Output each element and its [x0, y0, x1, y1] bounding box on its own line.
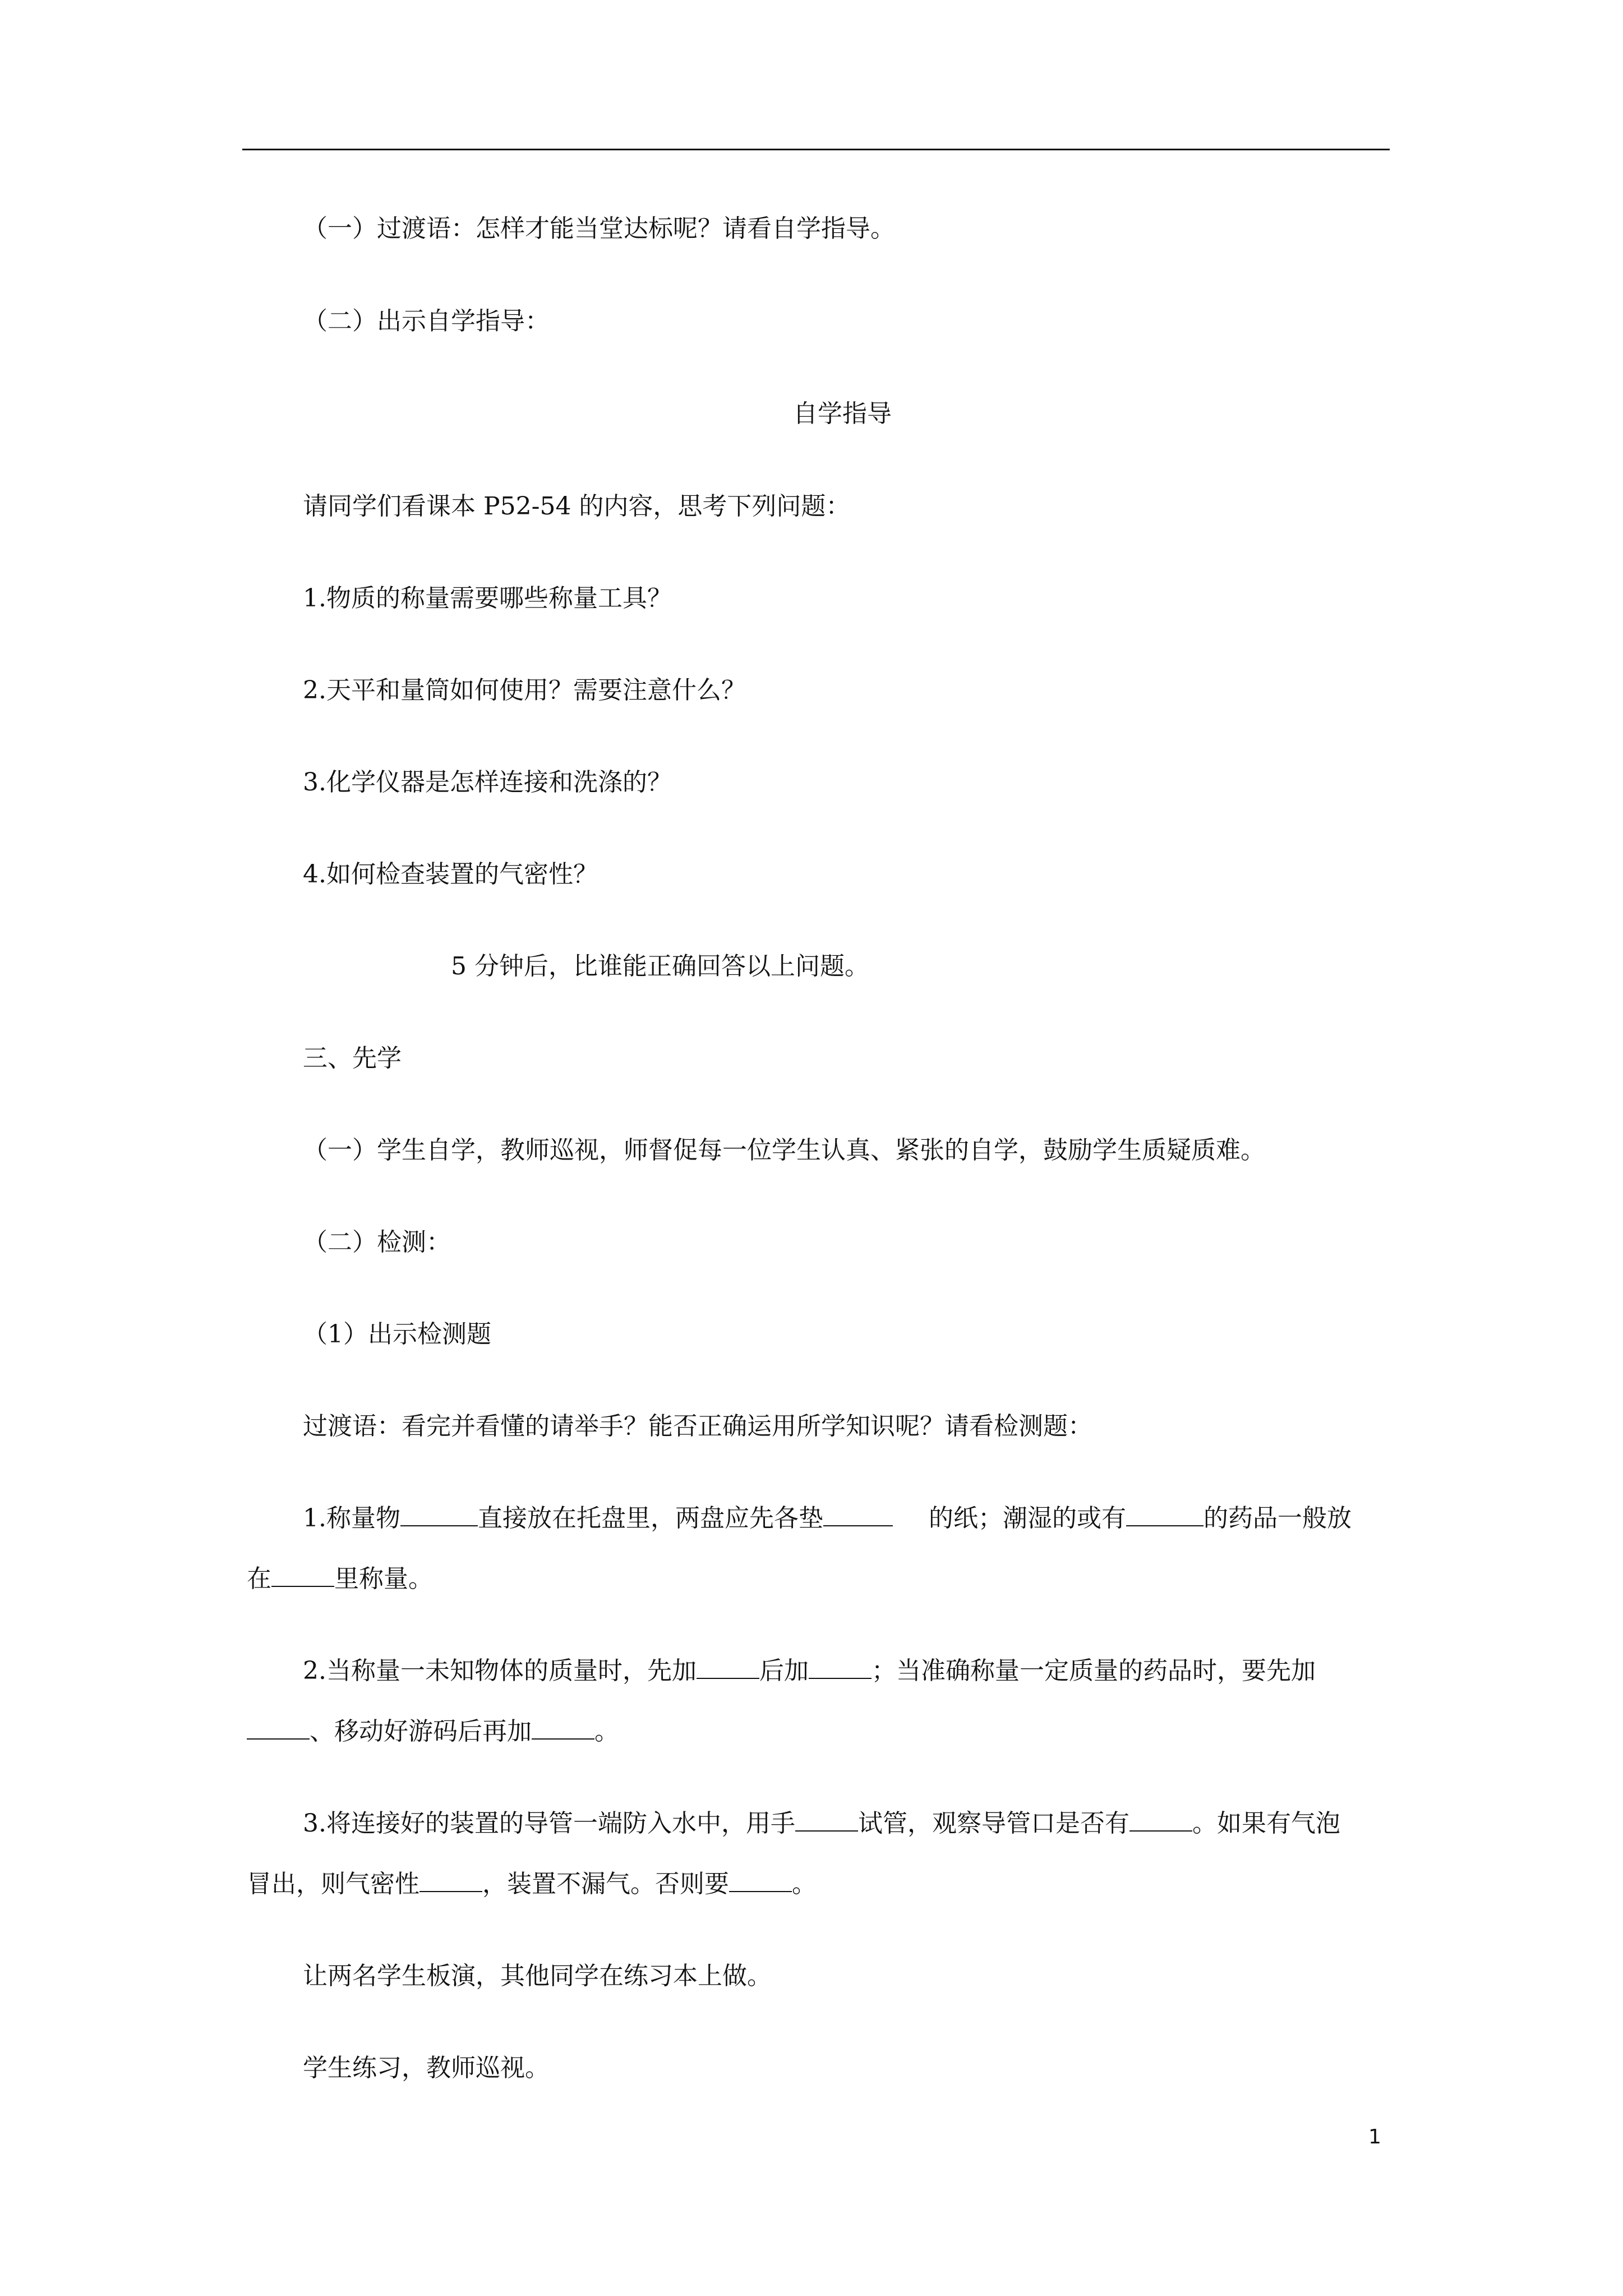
exercise-text: 在 — [247, 1565, 271, 1593]
practice-instruction: 学生练习，教师巡视。 — [303, 2054, 550, 2082]
exercise-3-line-1 — [303, 1808, 1340, 1839]
exercise-text: 2.当称量一未知物体的质量时，先加 — [303, 1657, 697, 1685]
exercise-text: 冒出，则气密性 — [247, 1870, 419, 1898]
exercise-2-line-1 — [303, 1655, 1316, 1687]
self-study-step: （一）学生自学，教师巡视，师督促每一位学生认真、紧张的自学，鼓励学生质疑质难。 — [303, 1136, 1265, 1165]
fill-blank — [1129, 1808, 1192, 1832]
question-4: 4.如何检查装置的气密性？ — [303, 860, 598, 889]
time-limit-note: 5 分钟后，比谁能正确回答以上问题。 — [451, 952, 869, 981]
fill-blank — [247, 1716, 310, 1740]
board-demo-instruction: 让两名学生板演，其他同学在练习本上做。 — [303, 1962, 772, 1990]
exercise-text: ，装置不漏气。否则要 — [482, 1870, 729, 1898]
fill-blank — [532, 1716, 594, 1740]
fill-blank — [419, 1869, 482, 1892]
question-3: 3.化学仪器是怎样连接和洗涤的？ — [303, 768, 672, 797]
exercise-1-line-1 — [303, 1503, 1352, 1534]
exercise-text: 。 — [594, 1717, 619, 1746]
exercise-1-line-2 — [247, 1563, 433, 1595]
fill-blank — [1126, 1503, 1204, 1526]
exercise-2-line-2 — [247, 1716, 619, 1747]
section-heading-xianxue: 三、先学 — [303, 1044, 402, 1073]
header-rule — [242, 149, 1390, 150]
page-number: 1 — [1368, 2125, 1381, 2148]
check-subheading: （1）出示检测题 — [303, 1320, 491, 1349]
transition-text-1: （一）过渡语：怎样才能当堂达标呢？请看自学指导。 — [303, 214, 895, 243]
exercise-text: 后加 — [759, 1657, 809, 1685]
question-1: 1.物质的称量需要哪些称量工具？ — [303, 584, 672, 613]
fill-blank — [697, 1655, 759, 1679]
exercise-text: 。 — [792, 1870, 817, 1898]
guide-instruction: 请同学们看课本 P52-54 的内容，思考下列问题： — [303, 492, 851, 521]
fill-blank — [729, 1869, 792, 1892]
fill-blank — [809, 1655, 872, 1679]
exercise-text: 里称量。 — [334, 1565, 433, 1593]
exercise-text: 直接放在托盘里，两盘应先各垫 — [477, 1504, 823, 1533]
fill-blank — [400, 1503, 478, 1526]
fill-blank — [271, 1563, 334, 1587]
exercise-text: 的药品一般放 — [1203, 1504, 1352, 1533]
transition-text-2: 过渡语：看完并看懂的请举手？能否正确运用所学知识呢？请看检测题： — [303, 1412, 1092, 1441]
fill-blank — [795, 1808, 858, 1832]
exercise-text: ；当准确称量一定质量的药品时，要先加 — [871, 1657, 1316, 1685]
exercise-text: 。如果有气泡 — [1192, 1809, 1340, 1838]
exercise-text: 的纸；潮湿的或有 — [928, 1504, 1126, 1533]
exercise-text: 、移动好游码后再加 — [310, 1717, 532, 1746]
exercise-text: 1.称量物 — [303, 1504, 400, 1533]
fill-blank — [823, 1503, 893, 1526]
exercise-3-line-2 — [247, 1869, 817, 1900]
exercise-text: 试管，观察导管口是否有 — [857, 1809, 1129, 1838]
exercise-text: 3.将连接好的装置的导管一端防入水中，用手 — [303, 1809, 795, 1838]
self-study-guide-intro: （二）出示自学指导： — [303, 307, 550, 335]
question-2: 2.天平和量筒如何使用？需要注意什么？ — [303, 676, 746, 705]
self-study-guide-title: 自学指导 — [793, 399, 892, 428]
check-heading: （二）检测： — [303, 1228, 451, 1257]
